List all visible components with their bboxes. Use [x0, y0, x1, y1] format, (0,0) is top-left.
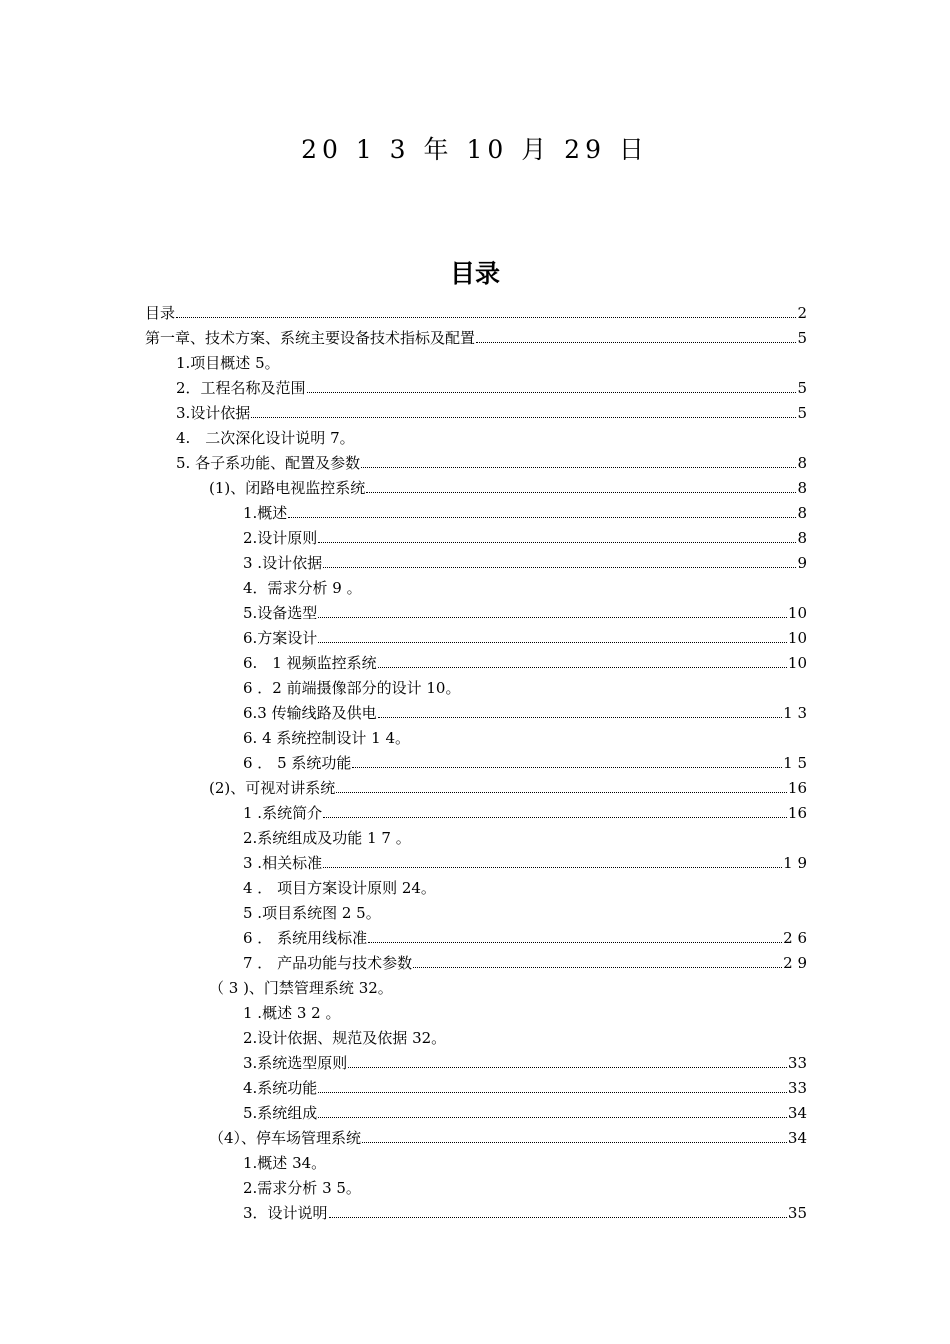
toc-entry-page: 8	[797, 504, 807, 522]
toc-dot-leader	[378, 667, 787, 668]
toc-entry[interactable]	[176, 348, 280, 373]
toc-entry-page: 35	[787, 1204, 807, 1222]
toc-entry-label: 5 .项目系统图 2 5。	[243, 904, 381, 922]
toc-dot-leader	[476, 342, 796, 343]
toc-entry-label: 目录	[145, 304, 176, 322]
toc-entry-page: 2	[797, 304, 807, 322]
toc-dot-leader	[176, 317, 796, 318]
toc-entry-label: 6. 1 视频监控系统	[243, 654, 377, 672]
toc-entry-label: 3.系统选型原则	[243, 1054, 348, 1072]
toc-dot-leader	[413, 967, 782, 968]
toc-entry-page: 5	[797, 404, 807, 422]
toc-entry[interactable]	[243, 1073, 807, 1098]
toc-entry[interactable]	[243, 1098, 807, 1123]
toc-entry-page: 34	[787, 1104, 807, 1122]
toc-entry-label: 3.设计依据	[176, 404, 251, 422]
toc-dot-leader	[318, 617, 787, 618]
toc-entry[interactable]	[243, 673, 460, 698]
toc-dot-leader	[288, 517, 796, 518]
toc-entry-page: 1 3	[783, 704, 807, 722]
toc-entry-page: 5	[797, 379, 807, 397]
toc-entry-page: 16	[787, 779, 807, 797]
toc-entry[interactable]	[176, 448, 807, 473]
toc-entry[interactable]	[243, 548, 807, 573]
toc-entry-label: 1 .概述 3 2 。	[243, 1004, 341, 1022]
toc-dot-leader	[348, 1067, 787, 1068]
toc-entry-page: 1 5	[783, 754, 807, 772]
toc-entry[interactable]	[243, 598, 807, 623]
toc-entry-page: 33	[787, 1079, 807, 1097]
toc-entry-label: 1.项目概述 5。	[176, 354, 280, 372]
document-date: 20 1 3 年 10 月 29 日	[301, 135, 649, 164]
toc-entry-label: 1.概述 34。	[243, 1154, 327, 1172]
toc-entry-page: 10	[787, 604, 807, 622]
toc-entry[interactable]	[145, 298, 807, 323]
toc-entry-label: 6.3 传输线路及供电	[243, 704, 377, 722]
toc-entry-label: 1.概述	[243, 504, 288, 522]
toc-dot-leader	[307, 392, 797, 393]
toc-entry[interactable]	[176, 398, 807, 423]
toc-entry[interactable]	[145, 323, 807, 348]
toc-dot-leader	[318, 642, 787, 643]
toc-entry-label: 3．设计说明	[243, 1204, 328, 1222]
toc-entry-page: 1 9	[783, 854, 807, 872]
toc-entry-label: 4.系统功能	[243, 1079, 318, 1097]
toc-entry-label: 3 .设计依据	[243, 554, 323, 572]
toc-entry[interactable]	[243, 573, 362, 598]
toc-dot-leader	[318, 1117, 787, 1118]
toc-entry-label: 1 .系统简介	[243, 804, 323, 822]
toc-entry[interactable]	[176, 423, 355, 448]
toc-entry-page: 10	[787, 629, 807, 647]
toc-dot-leader	[368, 942, 782, 943]
toc-entry-label: 5.设备选型	[243, 604, 318, 622]
toc-entry-label: 6. 4 系统控制设计 1 4。	[243, 729, 411, 747]
toc-entry[interactable]	[209, 1123, 807, 1148]
toc-entry-page: 8	[797, 479, 807, 497]
toc-entry-label: 6.方案设计	[243, 629, 318, 647]
toc-entry-page: 8	[797, 529, 807, 547]
toc-entry[interactable]	[243, 523, 807, 548]
toc-entry-label: (2)、可视对讲系统	[209, 779, 336, 797]
toc-dot-leader	[366, 492, 796, 493]
toc-entry-label: 7 ． 产品功能与技术参数	[243, 954, 413, 972]
toc-dot-leader	[318, 1092, 787, 1093]
toc-entry-label: 4. 二次深化设计说明 7。	[176, 429, 355, 447]
toc-entry-label: 6 ． 系统用线标准	[243, 929, 368, 947]
toc-entry-label: 4．需求分析 9 。	[243, 579, 362, 597]
toc-entry[interactable]	[243, 748, 807, 773]
toc-dot-leader	[378, 717, 783, 718]
toc-entry[interactable]	[243, 948, 807, 973]
toc-entry-label: 3 .相关标准	[243, 854, 323, 872]
toc-dot-leader	[361, 467, 796, 468]
toc-entry[interactable]	[243, 1023, 446, 1048]
toc-entry[interactable]	[243, 1198, 807, 1223]
toc-entry-label: 6 ．2 前端摄像部分的设计 10。	[243, 679, 461, 697]
toc-dot-leader	[336, 792, 787, 793]
toc-dot-leader	[323, 817, 787, 818]
toc-dot-leader	[329, 1217, 787, 1218]
toc-entry-label: 第一章、技术方案、系统主要设备技术指标及配置	[145, 329, 476, 347]
toc-entry[interactable]	[243, 698, 807, 723]
toc-entry-label: 6 ． 5 系统功能	[243, 754, 352, 772]
toc-entry[interactable]	[243, 1148, 326, 1173]
toc-dot-leader	[323, 867, 782, 868]
toc-entry[interactable]	[243, 1048, 807, 1073]
toc-entry[interactable]	[243, 623, 807, 648]
toc-entry-page: 2 9	[783, 954, 807, 972]
toc-entry-label: 5. 各子系功能、配置及参数	[176, 454, 361, 472]
toc-dot-leader	[362, 1142, 787, 1143]
toc-entry-page: 16	[787, 804, 807, 822]
toc-dot-leader	[352, 767, 782, 768]
toc-entry-label: 5.系统组成	[243, 1104, 318, 1122]
toc-entry[interactable]	[243, 798, 807, 823]
toc-dot-leader	[318, 542, 796, 543]
toc-entry[interactable]	[243, 898, 381, 923]
toc-entry[interactable]	[243, 498, 807, 523]
toc-entry-page: 33	[787, 1054, 807, 1072]
toc-entry-page: 34	[787, 1129, 807, 1147]
toc-entry-page: 5	[797, 329, 807, 347]
toc-dot-leader	[323, 567, 796, 568]
toc-entry[interactable]	[209, 773, 807, 798]
toc-entry-page: 9	[797, 554, 807, 572]
toc-entry-label: 4 ． 项目方案设计原则 24。	[243, 879, 436, 897]
toc-entry-label: 2.设计依据、规范及依据 32。	[243, 1029, 447, 1047]
toc-entry[interactable]	[243, 923, 807, 948]
toc-entry-label: 2.需求分析 3 5。	[243, 1179, 361, 1197]
toc-entry[interactable]	[243, 1173, 361, 1198]
toc-entry[interactable]	[209, 473, 807, 498]
toc-entry-label: 2.设计原则	[243, 529, 318, 547]
toc-entry[interactable]	[243, 648, 807, 673]
toc-dot-leader	[251, 417, 796, 418]
toc-entry-label: (1)、闭路电视监控系统	[209, 479, 366, 497]
toc-entry[interactable]	[243, 823, 411, 848]
toc-entry-label: 2．工程名称及范围	[176, 379, 306, 397]
toc-entry[interactable]	[243, 848, 807, 873]
toc-entry[interactable]	[209, 973, 393, 998]
toc-entry[interactable]	[243, 723, 410, 748]
toc-title: 目录	[449, 259, 500, 288]
toc-entry-label: （4）、停车场管理系统	[209, 1129, 362, 1147]
toc-entry-page: 2 6	[783, 929, 807, 947]
toc-entry[interactable]	[243, 873, 436, 898]
toc-entry[interactable]	[176, 373, 807, 398]
toc-entry-page: 8	[797, 454, 807, 472]
toc-entry-label: 2.系统组成及功能 1 7 。	[243, 829, 411, 847]
toc-entry[interactable]	[243, 998, 340, 1023]
toc-entry-label: （ 3 )、门禁管理系统 32。	[209, 979, 393, 997]
toc-entry-page: 10	[787, 654, 807, 672]
